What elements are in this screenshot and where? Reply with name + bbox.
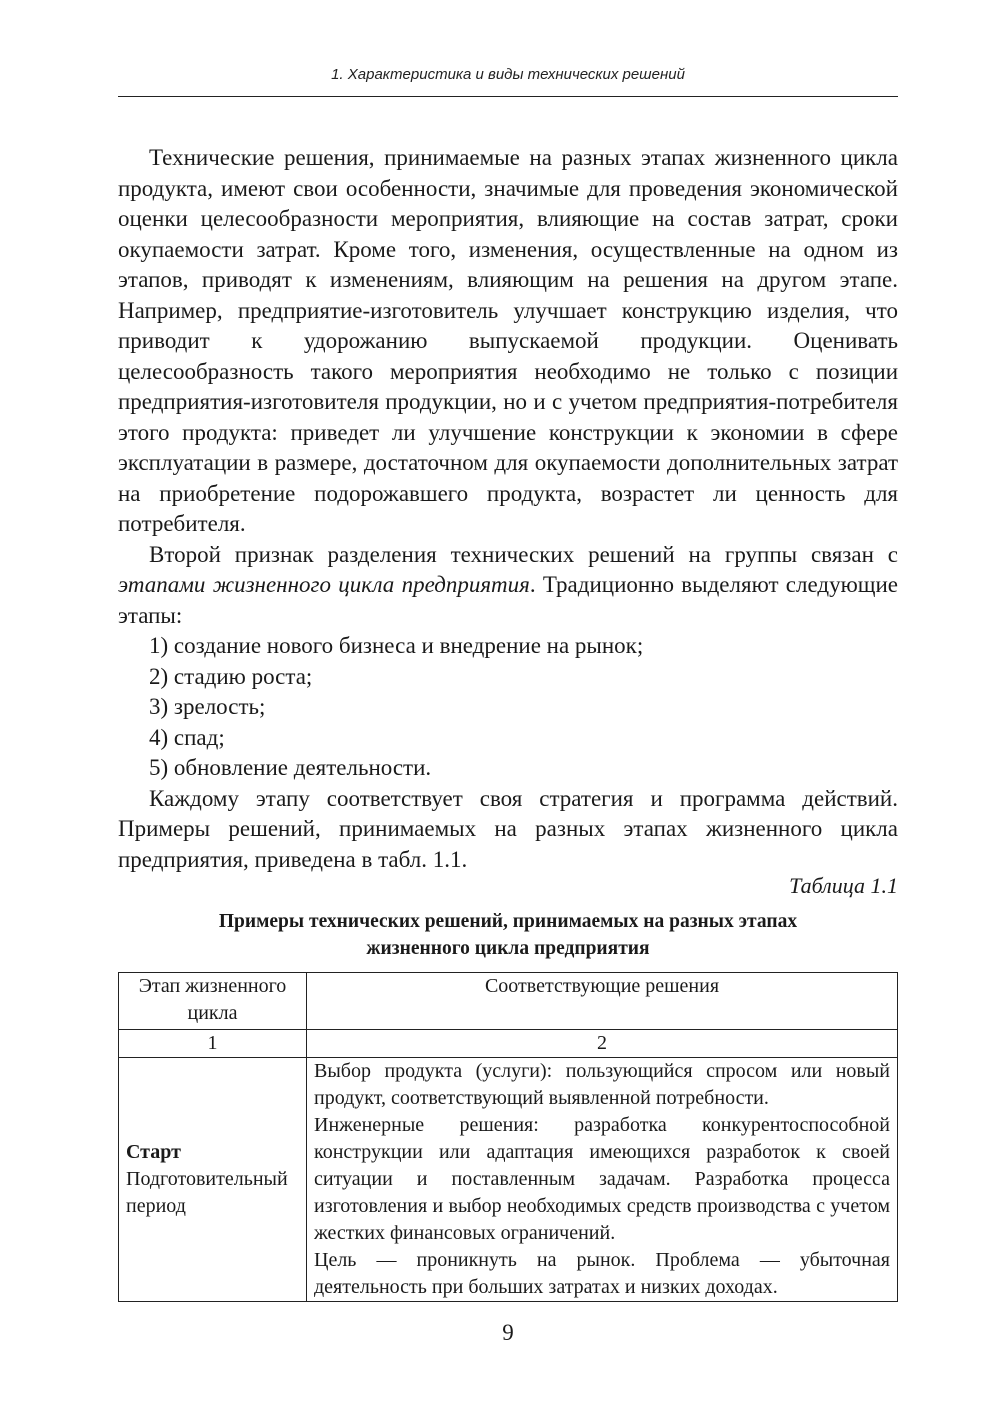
paragraph-3: Каждому этапу соответствует своя стратегия и программа действий. Примеры решений, принимаемых на разных этапах жизненного цикла предприятия, приведена в табл. 1.1.: [118, 785, 898, 872]
stages-list: [118, 631, 898, 784]
paragraph-2-end: . Традиционно выделяют следующие этапы:: [118, 572, 898, 628]
paragraph-2-emphasis: этапами жизненного цикла предприятия: [118, 572, 530, 597]
header-rule: [118, 96, 898, 97]
list-item: 4) спад;: [149, 724, 225, 750]
table-title-line-2: жизненного цикла предприятия: [366, 938, 650, 959]
list-item: 3) зрелость;: [149, 694, 266, 719]
column-number-1: 1: [119, 1030, 307, 1058]
page-number: 9: [502, 1320, 514, 1345]
running-header: 1. Характеристика и виды технических решений: [331, 66, 685, 83]
paragraph-1: Технические решения, принимаемые на разных этапах жизненного цикла продукта, имеют свои особенности, значимые для проведения экономической оценки целесообразности мероприятия, влияющие на состав затрат, сроки окупаемости затрат. Кроме того, изменения, осуществленные на одном из этапов, приводят к изменениям, влияющим на решения на другом этапе. Например, предприятие-изготовитель улучшает конструкцию изделия, что приводит к удорожанию выпускаемой продукции. Оценивать целесообразность такого мероприятия необходимо не только с позиции предприятия-изготовителя продукции, но и с учетом предприятия-потребителя этого продукта: приведет ли улучшение конструкции к экономии в сфере эксплуатации в размере, достаточном для окупаемости дополнительных затрат на приобретение подорожавшего продукта, возрастет ли ценность для потребителя.: [118, 145, 898, 536]
table-label: Таблица 1.1: [789, 873, 898, 898]
list-item: 1) создание нового бизнеса и внедрение на рынок;: [149, 633, 644, 658]
paragraph-2: [118, 540, 898, 632]
list-item: 2) стадию роста;: [149, 663, 313, 689]
stage-name: Старт: [126, 1141, 181, 1163]
table-header-row: [119, 973, 898, 1030]
solution-text: Выбор продукта (услуги): пользующийся спросом или новый продукт, соответствующий выявленной потребности.: [314, 1060, 890, 1109]
table-number-row: [119, 1030, 898, 1058]
solutions-cell: [307, 1058, 898, 1302]
stage-description: Подготовительный период: [126, 1168, 288, 1217]
column-number-2: 2: [307, 1030, 898, 1058]
header-cell-stage: [119, 973, 307, 1030]
header-stage-label: Этап жизненного цикла: [138, 975, 287, 1024]
table-title: [118, 908, 898, 962]
header-cell-solutions: Соответствующие решения: [307, 973, 898, 1030]
stages-table: [118, 972, 898, 1302]
stage-cell: [119, 1058, 307, 1302]
list-item: 5) обновление деятельности.: [149, 755, 432, 780]
paragraph-2-start: Второй признак разделения технических решений на группы связан с: [149, 541, 898, 567]
table-title-line-1: Примеры технических решений, принимаемых на разных этапах: [218, 911, 798, 932]
solution-text: Цель — проникнуть на рынок. Проблема — убыточная деятельность при больших затратах и низких доходах.: [314, 1249, 890, 1298]
table-row: [119, 1058, 898, 1302]
solution-text: Инженерные решения: разработка конкурентоспособной конструкции или адаптация имеющихся разработок к своей ситуации и поставленным задачам. Разработка процесса изготовления и выбор необходимых средств производства с учетом жестких финансовых ограничений.: [314, 1114, 890, 1244]
body-text: [118, 143, 898, 875]
